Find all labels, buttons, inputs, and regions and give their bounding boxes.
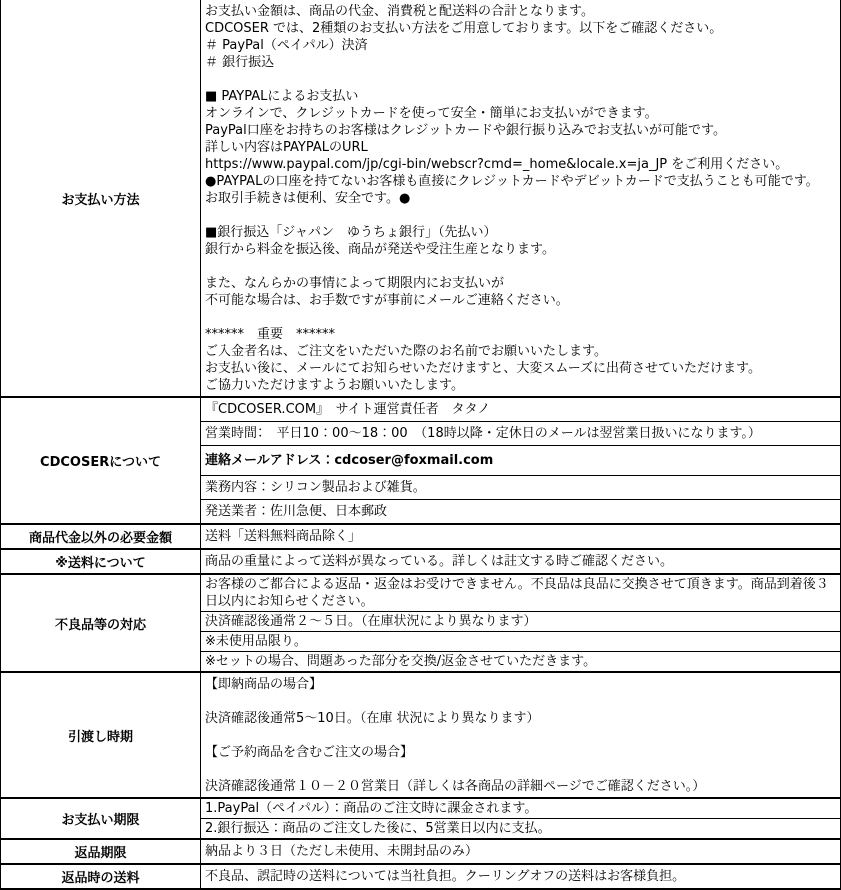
row-header-return-shipping-cost: 返品時の送料 — [1, 865, 201, 888]
row-header-defective-items: 不良品等の対応 — [1, 575, 201, 671]
text-line: 決済確認後通常5～10日。（在庫 状況により異なります） — [205, 711, 540, 726]
text-line: 【ご予約商品を含むご注文の場合】 — [205, 745, 414, 760]
text-line: ■ PAYPALによるお支払い — [205, 89, 359, 104]
row-header-return-deadline: 返品期限 — [1, 840, 201, 863]
blank-line — [201, 761, 840, 778]
payment-method-content — [201, 0, 840, 396]
text-line: ■銀行振込「ジャパン ゆうちょ銀行」（先払い） — [205, 225, 497, 240]
text-line: 【即納商品の場合】 — [205, 677, 323, 692]
blank-line — [201, 71, 840, 88]
blank-line — [201, 693, 840, 710]
row-header-about-cdcoser: CDCOSERについて — [1, 398, 201, 523]
text-line: ●PAYPALの口座を持てないお客様も直接にクレジットカードやデビットカードで支払うことも可能です。 — [205, 174, 819, 189]
text-line: ＃ 銀行振込 — [205, 55, 275, 70]
row-return-shipping-cost — [1, 863, 840, 888]
return-shipping-cost-content — [201, 865, 840, 888]
blank-line — [201, 309, 840, 326]
text-line: お支払い後に、メールにてお知らせいただけますと、大変スムーズに出荷させていただけます。 — [205, 361, 762, 376]
site-operator: 『CDCOSER.COM』 サイト運営責任者 タタノ — [201, 398, 840, 422]
set-item-note: ※セットの場合、問題あった部分を交換/返金させていただきます。 — [205, 654, 597, 669]
text-line: 銀行から料金を振込後、商品が発送や受注生産となります。 — [205, 242, 555, 257]
row-extra-fees — [1, 523, 840, 548]
exchange-lead-time: 決済確認後通常２～５日。（在庫状況により異なります） — [201, 612, 840, 632]
row-header-payment-deadline: お支払い期限 — [1, 799, 201, 838]
paypal-url: https://www.paypal.com/jp/cgi-bin/webscr?cmd=_home&locale.x=ja_JP をご利用ください。 — [205, 157, 789, 172]
business-description: 業務内容：シリコン製品および雑貨。 — [201, 476, 840, 500]
blank-line — [201, 258, 840, 275]
extra-fees-content — [201, 525, 840, 548]
text-line: 詳しい内容はPAYPALのURL — [205, 140, 368, 155]
row-payment-method — [1, 0, 840, 396]
paypal-deadline: 1.PayPal（ペイパル）：商品のご注文時に課金されます。 — [201, 799, 840, 819]
blank-line — [201, 207, 840, 224]
payment-deadline-content — [201, 799, 840, 838]
text-line: また、なんらかの事情によって期限内にお支払いが — [205, 276, 505, 291]
text-line: 不良品、誤記時の送料については当社負担。クーリングオフの送料はお客様負担。 — [205, 869, 686, 884]
unused-only-note: ※未使用品限り。 — [201, 632, 840, 652]
text-line: ＃ PayPal（ペイパル）決済 — [205, 38, 368, 53]
shipping-fee-note-content — [201, 550, 840, 573]
row-header-delivery-timing: 引渡し時期 — [1, 673, 201, 797]
text-line: お取引手続きは便利、安全です。● — [205, 191, 411, 206]
shipping-carriers: 発送業者：佐川急便、日本郵政 — [205, 504, 388, 519]
text-line: ご協力いただけますようお願いいたします。 — [205, 378, 464, 393]
contact-email: 連絡メールアドレス：cdcoser@foxmail.com — [201, 446, 840, 476]
defective-items-content — [201, 575, 840, 671]
about-cdcoser-content — [201, 398, 840, 523]
row-payment-deadline — [1, 797, 840, 838]
row-header-extra-fees: 商品代金以外の必要金額 — [1, 525, 201, 548]
delivery-timing-content — [201, 673, 840, 797]
bank-transfer-deadline: 2.銀行振込：商品のご注文した後に、5営業日以内に支払。 — [205, 821, 551, 836]
blank-line — [201, 727, 840, 744]
text-line: 決済確認後通常１０－２０営業日（詳しくは各商品の詳細ページでご確認ください。） — [205, 779, 706, 794]
text-line: 不可能な場合は、お手数ですが事前にメールご連絡ください。 — [205, 293, 569, 308]
row-shipping-fee-note — [1, 548, 840, 573]
text-line: 送料「送料無料商品除く」 — [205, 529, 362, 544]
row-delivery-timing — [1, 671, 840, 797]
text-line: PayPal口座をお持ちのお客様はクレジットカードや銀行振り込みでお支払いが可能です。 — [205, 123, 726, 138]
row-header-shipping-fee-note: ※送料について — [1, 550, 201, 573]
text-line: オンラインで、クレジットカードを使って安全・簡単にお支払いができます。 — [205, 106, 658, 121]
row-return-deadline — [1, 838, 840, 863]
text-line: 納品より３日（ただし未使用、未開封品のみ） — [205, 844, 479, 859]
text-line: 商品の重量によって送料が異なっている。詳しくは註文する時ご確認ください。 — [205, 554, 674, 569]
row-header-payment-method: お支払い方法 — [1, 0, 201, 396]
text-line: ご入金者名は、ご注文をいただいた際のお名前でお願いいたします。 — [205, 344, 607, 359]
return-policy: お客様のご都合による返品・返金はお受けできません。不良品は良品に交換させて頂きます。商品到着後３日以内にお知らせください。 — [201, 575, 840, 612]
row-about-cdcoser — [1, 396, 840, 523]
return-deadline-content — [201, 840, 840, 863]
row-defective-items — [1, 573, 840, 671]
text-line: CDCOSER では、2種類のお支払い方法をご用意しております。以下をご確認ください。 — [205, 21, 723, 36]
text-line: お支払い金額は、商品の代金、消費税と配送料の合計となります。 — [205, 4, 594, 19]
important-notice-heading: ****** 重要 ****** — [205, 327, 336, 342]
business-hours: 営業時間： 平日10：00～18：00 （18時以降・定休日のメールは翌営業日扱いになります。） — [201, 422, 840, 446]
